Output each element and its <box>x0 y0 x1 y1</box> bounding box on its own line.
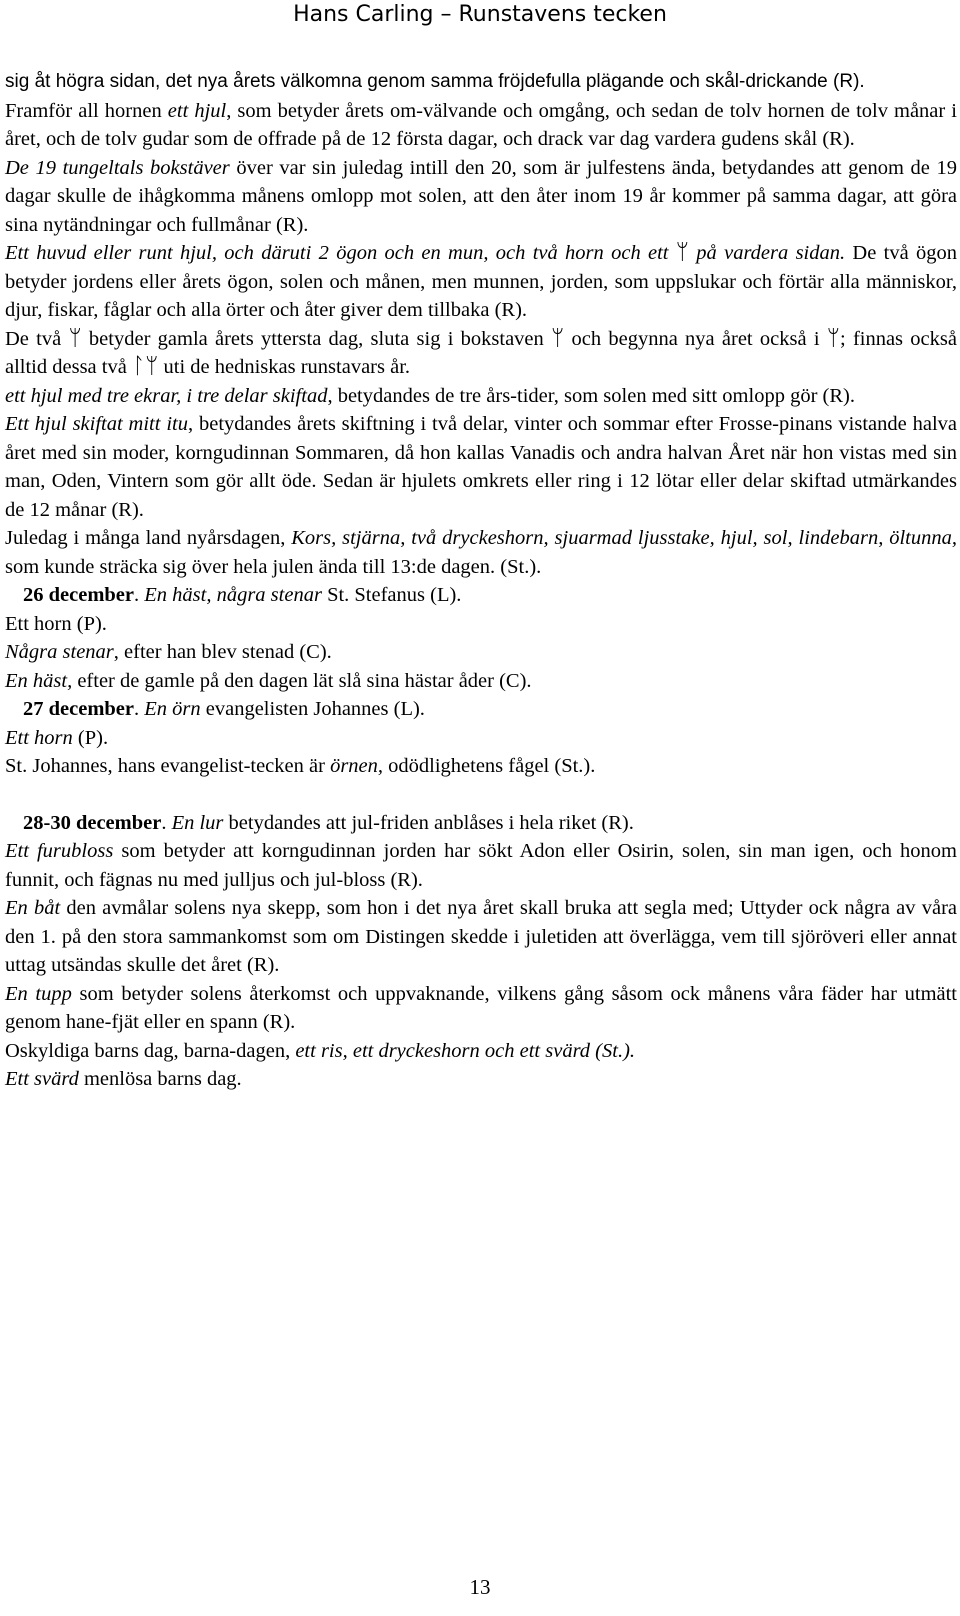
text: Ett horn (P). <box>5 612 107 635</box>
italic-text: Ett hjul skiftat mitt itu <box>5 413 188 435</box>
italic-text: En häst, några stenar <box>144 584 322 606</box>
rune-glyph: ᛚᛘ <box>131 354 159 379</box>
page-number: 13 <box>469 1575 491 1599</box>
paragraph <box>5 752 957 781</box>
paragraph <box>5 154 957 240</box>
text: odödlighetens fågel (St.). <box>383 755 596 777</box>
paragraph <box>5 809 957 838</box>
paragraph <box>5 667 957 696</box>
italic-text: ett hjul <box>167 99 227 122</box>
text: ; finnas också alltid dessa två <box>5 327 957 378</box>
paragraph <box>5 325 957 382</box>
italic-text: på vardera sidan. <box>689 242 846 264</box>
blank-line <box>5 781 957 809</box>
text: De två <box>5 327 69 350</box>
text: efter de gamle på den dagen lät slå sina hästar åder (C). <box>72 669 532 692</box>
italic-text: En båt <box>5 897 61 919</box>
text: De två ögon betyder jordens eller årets ögon, solen och månen, men munnen, jorden, som uppslukar och förtär alla människor, djur, fiskar, fåglar och alla örter och åter giver dem tillbaka (R). <box>5 242 957 321</box>
italic-text: ett ris, ett dryckeshorn och ett svärd (St.). <box>295 1039 636 1062</box>
text: Oskyldiga barns dag, barna-dagen, <box>5 1039 296 1062</box>
text: St. Johannes, hans evangelist-tecken är <box>5 755 331 777</box>
italic-text: Ett horn <box>5 726 73 749</box>
paragraph <box>5 524 957 581</box>
italic-text: Ett huvud eller runt hjul, och däruti 2 ögon och en mun, och två horn och ett <box>5 242 676 264</box>
paragraph <box>5 1065 957 1094</box>
paragraph <box>5 980 957 1037</box>
rune-glyph: ᛘ <box>826 325 840 351</box>
text: , som betyder årets om-välvande och omgång, och sedan de tolv hornen de tolv månar i året, och de tolv gudar som de offrade på de 12 första dagar, och drack var dag vardera gudens skål (R). <box>5 99 957 150</box>
paragraph <box>5 410 957 524</box>
italic-text: En örn <box>144 698 201 720</box>
text: St. Stefanus (L). <box>321 584 462 606</box>
paragraph <box>5 724 957 753</box>
page-header: Hans Carling – Runstavens tecken <box>293 2 667 27</box>
text: menlösa barns dag. <box>78 1068 242 1090</box>
text: som betyder solens återkomst och uppvaknande, vilkens gång såsom ock månens våra fäder har utmätt genom hane-fjät eller en spann (R). <box>5 982 957 1033</box>
paragraph <box>5 581 957 610</box>
paragraph <box>5 695 957 724</box>
paragraph <box>5 894 957 980</box>
text: sig åt högra sidan, det nya årets välkomna genom samma fröjdefulla plägande och skål-drickande (R). <box>5 71 865 92</box>
text: den avmålar solens nya skepp, som hon i det nya året skall bruka att segla med; Uttyder ock några av våra den 1. på den stora sammankomst som om Distingen skedde i juletiden att överlägga, vem till sjöröveri eller annat uttag utsändas skulle det året (R). <box>5 897 958 976</box>
text: , betydandes årets skiftning i två delar, vinter och sommar efter Frosse-pinans vistande halva året med sin moder, korngudinnan Sommaren, då hon kallas Vanadis och andra halvan Året när hon vistas med sin man, Oden, Vintern som gör allt öde. Sedan är hjulets omkrets eller ring i 12 lötar eller delar skiftad utmärkandes de 12 månar (R). <box>5 413 958 521</box>
text: uti de hedniskas runstavars år. <box>158 356 411 378</box>
date-heading: 26 december <box>23 584 134 606</box>
italic-text: Ett furubloss <box>5 840 114 862</box>
date-heading: 27 december <box>23 698 134 720</box>
text: , efter han blev stenad (C). <box>113 641 332 663</box>
text: . <box>134 584 145 606</box>
italic-text: En lur <box>171 811 224 834</box>
italic-text: Några stenar <box>5 641 114 663</box>
text: betyder gamla årets yttersta dag, sluta sig i bokstaven <box>81 327 552 350</box>
italic-text: Kors, stjärna, två dryckeshorn, sjuarmad ljusstake, hjul, sol, lindebarn, öltunna, <box>291 527 958 549</box>
rune-glyph: ᛘ <box>675 240 689 265</box>
italic-text: ett hjul med tre ekrar, i tre delar skiftad <box>5 384 328 407</box>
paragraph <box>5 239 957 325</box>
text: betydandes att jul-friden anblåses i hela riket (R). <box>223 811 634 834</box>
paragraph <box>5 610 957 639</box>
italic-text: örnen, <box>330 755 384 777</box>
text: som kunde sträcka sig över hela julen ända till 13:de dagen. (St.). <box>5 555 542 578</box>
italic-text: En häst, <box>5 669 73 692</box>
text: . <box>161 811 172 834</box>
text: Framför all hornen <box>5 99 168 122</box>
rune-glyph: ᛘ <box>68 325 82 351</box>
italic-text: En tupp <box>5 982 72 1005</box>
italic-text: Ett svärd <box>5 1068 79 1090</box>
date-heading: 28-30 december <box>23 811 162 834</box>
text: som betyder att korngudinnan jorden har sökt Adon eller Osirin, solen, sin man igen, och honom funnit, och fägnas nu med julljus och jul-bloss (R). <box>5 840 957 891</box>
document-body <box>5 67 957 1094</box>
text: Juledag i många land nyårsdagen, <box>5 527 292 549</box>
text: och begynna nya året också i <box>564 327 827 350</box>
text: . <box>134 698 145 720</box>
paragraph <box>5 382 957 411</box>
text: evangelisten Johannes (L). <box>200 698 425 720</box>
paragraph <box>5 1037 957 1066</box>
paragraph <box>5 97 957 154</box>
text: (P). <box>72 726 109 749</box>
rune-glyph: ᛘ <box>551 325 565 351</box>
text: , betydandes de tre års-tider, som solen med sitt omlopp gör (R). <box>327 384 855 407</box>
paragraph <box>5 67 957 97</box>
paragraph <box>5 638 957 667</box>
italic-text: De 19 tungeltals bokstäver <box>5 156 230 179</box>
paragraph <box>5 837 957 894</box>
text: över var sin juledag intill den 20, som är julfestens ända, betydandes att genom de 19 dagar skulle de ihågkomma månens omlopp mot solen, att den åter inom 19 år kommer på samma dagar, att göra sina nytändningar och fullmånar (R). <box>5 156 957 236</box>
